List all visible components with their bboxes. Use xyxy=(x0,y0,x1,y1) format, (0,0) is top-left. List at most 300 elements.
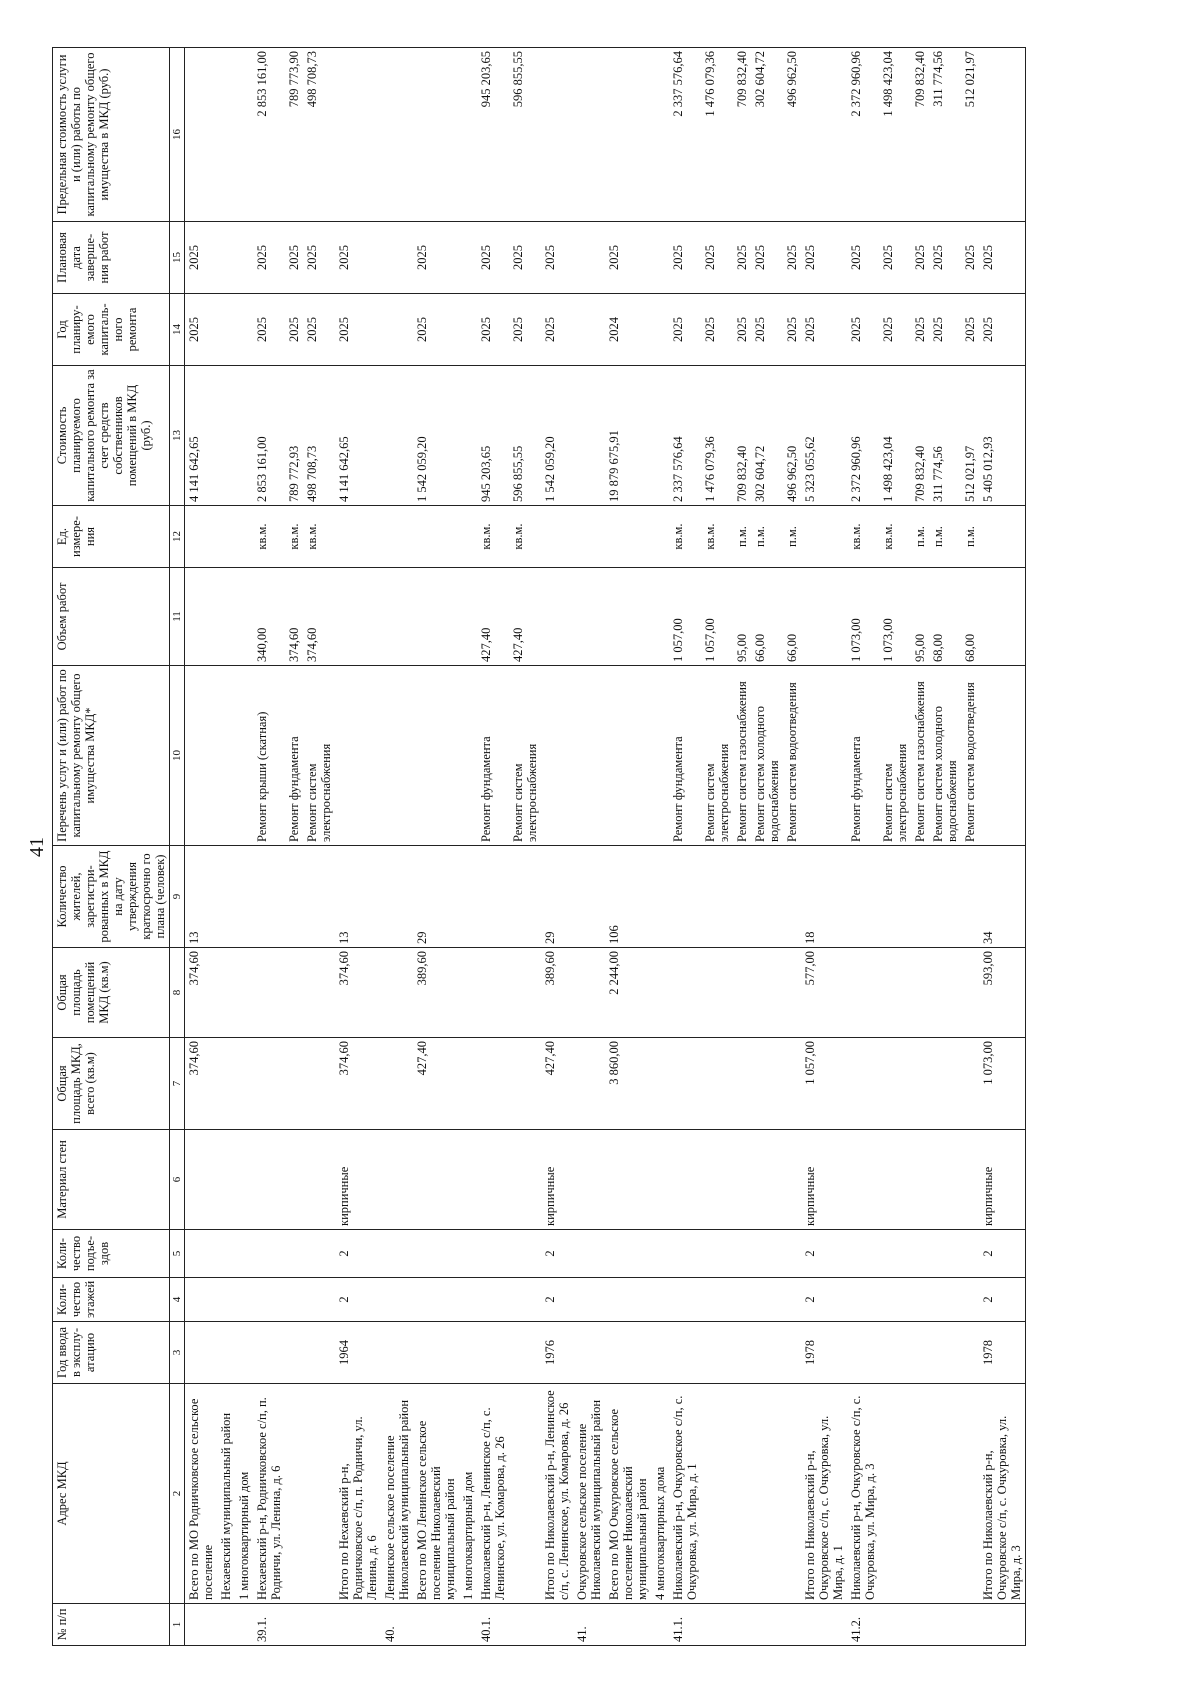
row-number xyxy=(605,1604,651,1646)
end-date: 2025 xyxy=(477,222,509,294)
year-built xyxy=(253,1322,285,1384)
repair-year: 2025 xyxy=(879,294,911,366)
premises-area: 374,60 xyxy=(185,948,218,1038)
unit: кв.м. xyxy=(285,506,303,568)
work-volume: 427,40 xyxy=(509,568,541,666)
table-row xyxy=(217,48,235,1646)
total-area xyxy=(217,1038,235,1130)
column-header: Коли-чество этажей xyxy=(53,1278,170,1322)
end-date: 2025 xyxy=(929,222,961,294)
work-volume xyxy=(979,568,1026,666)
work-volume: 374,60 xyxy=(303,568,335,666)
wall-material xyxy=(911,1130,929,1230)
repair-year: 2025 xyxy=(783,294,801,366)
year-built: 1978 xyxy=(979,1322,1026,1384)
cost-limit: 2 372 960,96 xyxy=(847,48,879,222)
repair-year: 2025 xyxy=(541,294,573,366)
floors xyxy=(651,1278,669,1322)
address: Николаевский р-н, Ленинское с/п, с. Ленинское, ул. Комарова, д. 26 xyxy=(477,1384,509,1604)
total-area xyxy=(303,1038,335,1130)
work-volume xyxy=(381,568,413,666)
column-number: 10 xyxy=(170,666,185,846)
repair-year: 2025 xyxy=(253,294,285,366)
total-area xyxy=(285,1038,303,1130)
residents xyxy=(847,846,879,948)
entrances xyxy=(733,1230,751,1278)
column-header: Общая площадь МКД, всего (кв.м) xyxy=(53,1038,170,1130)
year-built xyxy=(733,1322,751,1384)
cost-limit xyxy=(235,48,253,222)
cost-limit xyxy=(801,48,847,222)
work-volume: 95,00 xyxy=(733,568,751,666)
entrances xyxy=(911,1230,929,1278)
table-row xyxy=(979,48,1026,1646)
residents xyxy=(303,846,335,948)
entrances xyxy=(605,1230,651,1278)
table-row xyxy=(413,48,459,1646)
row-number xyxy=(459,1604,477,1646)
row-number xyxy=(801,1604,847,1646)
cost-limit: 1 476 079,36 xyxy=(701,48,733,222)
address xyxy=(911,1384,929,1604)
table-row xyxy=(303,48,335,1646)
address: Всего по МО Ленинское сельское поселение Николаевский муниципальный район xyxy=(413,1384,459,1604)
column-number: 15 xyxy=(170,222,185,294)
work-type: Ремонт фундамента xyxy=(669,666,701,846)
premises-area xyxy=(911,948,929,1038)
unit xyxy=(651,506,669,568)
address: 1 многоквартирный дом xyxy=(235,1384,253,1604)
floors xyxy=(303,1278,335,1322)
repair-year xyxy=(381,294,413,366)
repair-year: 2025 xyxy=(929,294,961,366)
address: Итого по Николаевский р-н, Ленинское с/п, с. Ленинское, ул. Комарова, д. 26 xyxy=(541,1384,573,1604)
column-header: Стоимость планируемого капитального ремонта за счет средств собственников помещений в МКД (руб.) xyxy=(53,366,170,506)
wall-material xyxy=(783,1130,801,1230)
work-volume xyxy=(235,568,253,666)
cost-limit: 496 962,50 xyxy=(783,48,801,222)
work-type: Ремонт систем водоотведения xyxy=(961,666,979,846)
floors xyxy=(477,1278,509,1322)
column-number: 12 xyxy=(170,506,185,568)
unit: п.м. xyxy=(733,506,751,568)
residents xyxy=(911,846,929,948)
work-type xyxy=(541,666,573,846)
wall-material xyxy=(751,1130,783,1230)
repair-year: 2025 xyxy=(303,294,335,366)
floors: 2 xyxy=(801,1278,847,1322)
year-built: 1976 xyxy=(541,1322,573,1384)
address: Очкуровское сельское поселение Николаевский муниципальный район xyxy=(573,1384,605,1604)
cost-limit: 2 337 576,64 xyxy=(669,48,701,222)
repair-year: 2025 xyxy=(751,294,783,366)
entrances xyxy=(459,1230,477,1278)
repair-year: 2025 xyxy=(847,294,879,366)
work-volume: 68,00 xyxy=(929,568,961,666)
premises-area xyxy=(573,948,605,1038)
entrances: 2 xyxy=(335,1230,381,1278)
repair-year: 2025 xyxy=(285,294,303,366)
repair-year xyxy=(235,294,253,366)
cost-limit xyxy=(573,48,605,222)
planned-cost: 512 021,97 xyxy=(961,366,979,506)
address: 1 многоквартирный дом xyxy=(459,1384,477,1604)
end-date xyxy=(217,222,235,294)
row-number xyxy=(413,1604,459,1646)
total-area: 427,40 xyxy=(413,1038,459,1130)
end-date xyxy=(381,222,413,294)
wall-material xyxy=(573,1130,605,1230)
year-built xyxy=(573,1322,605,1384)
total-area: 1 057,00 xyxy=(801,1038,847,1130)
column-header: Год планиру-емого капиталь-ного ремонта xyxy=(53,294,170,366)
total-area xyxy=(879,1038,911,1130)
address xyxy=(751,1384,783,1604)
end-date: 2025 xyxy=(979,222,1026,294)
work-type: Ремонт фундамента xyxy=(847,666,879,846)
unit: кв.м. xyxy=(303,506,335,568)
premises-area: 577,00 xyxy=(801,948,847,1038)
cost-limit xyxy=(185,48,218,222)
premises-area xyxy=(701,948,733,1038)
work-type: Ремонт систем электроснабжения xyxy=(879,666,911,846)
entrances xyxy=(413,1230,459,1278)
premises-area xyxy=(847,948,879,1038)
work-volume xyxy=(335,568,381,666)
year-built xyxy=(669,1322,701,1384)
unit: п.м. xyxy=(929,506,961,568)
residents xyxy=(669,846,701,948)
wall-material xyxy=(477,1130,509,1230)
address: Нехаевский муниципальный район xyxy=(217,1384,235,1604)
end-date xyxy=(573,222,605,294)
total-area: 374,60 xyxy=(335,1038,381,1130)
table-row xyxy=(879,48,911,1646)
total-area xyxy=(733,1038,751,1130)
residents xyxy=(783,846,801,948)
row-number xyxy=(185,1604,218,1646)
work-volume: 1 057,00 xyxy=(669,568,701,666)
table-row xyxy=(911,48,929,1646)
floors xyxy=(381,1278,413,1322)
end-date: 2025 xyxy=(911,222,929,294)
work-type xyxy=(801,666,847,846)
total-area xyxy=(573,1038,605,1130)
work-type xyxy=(979,666,1026,846)
end-date: 2025 xyxy=(605,222,651,294)
row-number: 40. xyxy=(381,1604,413,1646)
planned-cost xyxy=(235,366,253,506)
residents xyxy=(235,846,253,948)
unit xyxy=(413,506,459,568)
planned-cost: 1 542 059,20 xyxy=(541,366,573,506)
year-built xyxy=(911,1322,929,1384)
planned-cost: 1 498 423,04 xyxy=(879,366,911,506)
cost-limit: 709 832,40 xyxy=(911,48,929,222)
end-date: 2025 xyxy=(751,222,783,294)
residents xyxy=(701,846,733,948)
total-area: 3 860,00 xyxy=(605,1038,651,1130)
column-number: 9 xyxy=(170,846,185,948)
floors xyxy=(235,1278,253,1322)
cost-limit xyxy=(381,48,413,222)
table-row xyxy=(847,48,879,1646)
unit xyxy=(381,506,413,568)
unit xyxy=(979,506,1026,568)
repair-plan-table xyxy=(52,47,1026,1646)
year-built xyxy=(217,1322,235,1384)
cost-limit xyxy=(459,48,477,222)
premises-area xyxy=(509,948,541,1038)
repair-year: 2025 xyxy=(509,294,541,366)
year-built xyxy=(413,1322,459,1384)
address xyxy=(961,1384,979,1604)
entrances xyxy=(783,1230,801,1278)
cost-limit: 2 853 161,00 xyxy=(253,48,285,222)
row-number xyxy=(783,1604,801,1646)
column-header: Ед. измере-ния xyxy=(53,506,170,568)
floors xyxy=(961,1278,979,1322)
row-number xyxy=(911,1604,929,1646)
table-row xyxy=(459,48,477,1646)
planned-cost xyxy=(651,366,669,506)
work-type xyxy=(651,666,669,846)
premises-area: 593,00 xyxy=(979,948,1026,1038)
planned-cost: 2 853 161,00 xyxy=(253,366,285,506)
unit: кв.м. xyxy=(509,506,541,568)
address xyxy=(285,1384,303,1604)
floors xyxy=(929,1278,961,1322)
table-row xyxy=(961,48,979,1646)
table-row xyxy=(751,48,783,1646)
total-area: 427,40 xyxy=(541,1038,573,1130)
work-type xyxy=(335,666,381,846)
work-type xyxy=(235,666,253,846)
address xyxy=(929,1384,961,1604)
unit: п.м. xyxy=(961,506,979,568)
total-area: 374,60 xyxy=(185,1038,218,1130)
planned-cost: 2 337 576,64 xyxy=(669,366,701,506)
entrances xyxy=(929,1230,961,1278)
unit xyxy=(801,506,847,568)
floors xyxy=(783,1278,801,1322)
year-built xyxy=(847,1322,879,1384)
unit xyxy=(335,506,381,568)
year-built xyxy=(783,1322,801,1384)
page-number: 41 xyxy=(26,837,48,857)
work-volume: 1 073,00 xyxy=(847,568,879,666)
wall-material xyxy=(217,1130,235,1230)
address: Итого по Николаевский р-н, Очкуровское с/п, с. Очкуровка, ул. Мира, д. 3 xyxy=(979,1384,1026,1604)
work-volume xyxy=(541,568,573,666)
row-number xyxy=(701,1604,733,1646)
column-number: 3 xyxy=(170,1322,185,1384)
planned-cost: 19 879 675,91 xyxy=(605,366,651,506)
wall-material xyxy=(381,1130,413,1230)
total-area xyxy=(381,1038,413,1130)
floors xyxy=(185,1278,218,1322)
cost-limit xyxy=(413,48,459,222)
cost-limit: 302 604,72 xyxy=(751,48,783,222)
work-type xyxy=(413,666,459,846)
premises-area xyxy=(477,948,509,1038)
unit xyxy=(217,506,235,568)
year-built xyxy=(509,1322,541,1384)
total-area xyxy=(477,1038,509,1130)
unit xyxy=(185,506,218,568)
wall-material: кирпичные xyxy=(541,1130,573,1230)
address xyxy=(733,1384,751,1604)
cost-limit xyxy=(217,48,235,222)
residents: 29 xyxy=(413,846,459,948)
total-area xyxy=(235,1038,253,1130)
total-area xyxy=(911,1038,929,1130)
column-header: Год ввода в эксплу-атацию xyxy=(53,1322,170,1384)
planned-cost: 5 405 012,93 xyxy=(979,366,1026,506)
residents xyxy=(285,846,303,948)
column-number: 1 xyxy=(170,1604,185,1646)
end-date: 2025 xyxy=(961,222,979,294)
header-row xyxy=(53,48,170,1646)
column-header: Общая площадь помещений МКД (кв.м) xyxy=(53,948,170,1038)
cost-limit: 945 203,65 xyxy=(477,48,509,222)
end-date: 2025 xyxy=(185,222,218,294)
premises-area xyxy=(651,948,669,1038)
total-area xyxy=(961,1038,979,1130)
repair-year: 2025 xyxy=(669,294,701,366)
premises-area xyxy=(285,948,303,1038)
work-volume: 1 073,00 xyxy=(879,568,911,666)
year-built xyxy=(285,1322,303,1384)
wall-material xyxy=(459,1130,477,1230)
premises-area xyxy=(217,948,235,1038)
year-built xyxy=(701,1322,733,1384)
row-number xyxy=(751,1604,783,1646)
year-built xyxy=(303,1322,335,1384)
wall-material xyxy=(929,1130,961,1230)
table-row xyxy=(605,48,651,1646)
entrances xyxy=(701,1230,733,1278)
work-volume xyxy=(801,568,847,666)
work-volume xyxy=(651,568,669,666)
floors xyxy=(509,1278,541,1322)
planned-cost: 709 832,40 xyxy=(911,366,929,506)
table-row xyxy=(509,48,541,1646)
residents xyxy=(929,846,961,948)
table-row xyxy=(801,48,847,1646)
premises-area xyxy=(879,948,911,1038)
residents xyxy=(477,846,509,948)
entrances xyxy=(235,1230,253,1278)
wall-material xyxy=(235,1130,253,1230)
year-built xyxy=(605,1322,651,1384)
address: Итого по Николаевский р-н, Очкуровское с/п, с. Очкуровка, ул. Мира, д. 1 xyxy=(801,1384,847,1604)
residents xyxy=(217,846,235,948)
cost-limit: 709 832,40 xyxy=(733,48,751,222)
work-type xyxy=(381,666,413,846)
work-type: Ремонт крыши (скатная) xyxy=(253,666,285,846)
column-header: Адрес МКД xyxy=(53,1384,170,1604)
address: Нехаевский р-н, Родничковское с/п, п. Родничи, ул. Ленина, д. 6 xyxy=(253,1384,285,1604)
work-volume: 1 057,00 xyxy=(701,568,733,666)
repair-year: 2025 xyxy=(701,294,733,366)
entrances xyxy=(961,1230,979,1278)
planned-cost: 5 323 055,62 xyxy=(801,366,847,506)
column-header: Плановая дата заверше-ния работ xyxy=(53,222,170,294)
table-row xyxy=(541,48,573,1646)
unit: п.м. xyxy=(911,506,929,568)
table-row xyxy=(651,48,669,1646)
work-type xyxy=(217,666,235,846)
unit xyxy=(573,506,605,568)
work-type: Ремонт систем газоснабжения xyxy=(733,666,751,846)
column-number: 8 xyxy=(170,948,185,1038)
table-row xyxy=(733,48,751,1646)
row-number: 40.1. xyxy=(477,1604,509,1646)
floors xyxy=(459,1278,477,1322)
column-header: Коли-чество подъе-здов xyxy=(53,1230,170,1278)
premises-area xyxy=(783,948,801,1038)
column-number: 11 xyxy=(170,568,185,666)
row-number xyxy=(235,1604,253,1646)
premises-area xyxy=(751,948,783,1038)
column-number: 14 xyxy=(170,294,185,366)
entrances xyxy=(751,1230,783,1278)
wall-material xyxy=(879,1130,911,1230)
wall-material xyxy=(605,1130,651,1230)
unit xyxy=(459,506,477,568)
row-number xyxy=(509,1604,541,1646)
year-built xyxy=(185,1322,218,1384)
total-area xyxy=(651,1038,669,1130)
premises-area xyxy=(669,948,701,1038)
repair-year: 2025 xyxy=(185,294,218,366)
wall-material xyxy=(285,1130,303,1230)
work-type: Ремонт систем водоотведения xyxy=(783,666,801,846)
table-row xyxy=(929,48,961,1646)
address xyxy=(303,1384,335,1604)
year-built: 1978 xyxy=(801,1322,847,1384)
column-header: Количество жителей, зарегистри-рованных в МКД на дату утверждения краткосрочно го плана (человек) xyxy=(53,846,170,948)
end-date: 2025 xyxy=(285,222,303,294)
year-built xyxy=(651,1322,669,1384)
premises-area xyxy=(235,948,253,1038)
year-built xyxy=(235,1322,253,1384)
floors xyxy=(285,1278,303,1322)
premises-area: 389,60 xyxy=(541,948,573,1038)
address xyxy=(783,1384,801,1604)
unit: кв.м. xyxy=(669,506,701,568)
wall-material xyxy=(733,1130,751,1230)
work-volume xyxy=(185,568,218,666)
premises-area: 2 244,00 xyxy=(605,948,651,1038)
address: Всего по МО Очкуровское сельское поселение Николаевский муниципальный район xyxy=(605,1384,651,1604)
table-row xyxy=(701,48,733,1646)
repair-year xyxy=(651,294,669,366)
residents xyxy=(381,846,413,948)
planned-cost: 1 542 059,20 xyxy=(413,366,459,506)
unit: кв.м. xyxy=(253,506,285,568)
address: Ленинское сельское поселение Николаевский муниципальный район xyxy=(381,1384,413,1604)
year-built xyxy=(459,1322,477,1384)
residents xyxy=(459,846,477,948)
floors xyxy=(751,1278,783,1322)
row-number xyxy=(979,1604,1026,1646)
planned-cost xyxy=(459,366,477,506)
entrances xyxy=(509,1230,541,1278)
repair-year: 2025 xyxy=(911,294,929,366)
unit xyxy=(235,506,253,568)
